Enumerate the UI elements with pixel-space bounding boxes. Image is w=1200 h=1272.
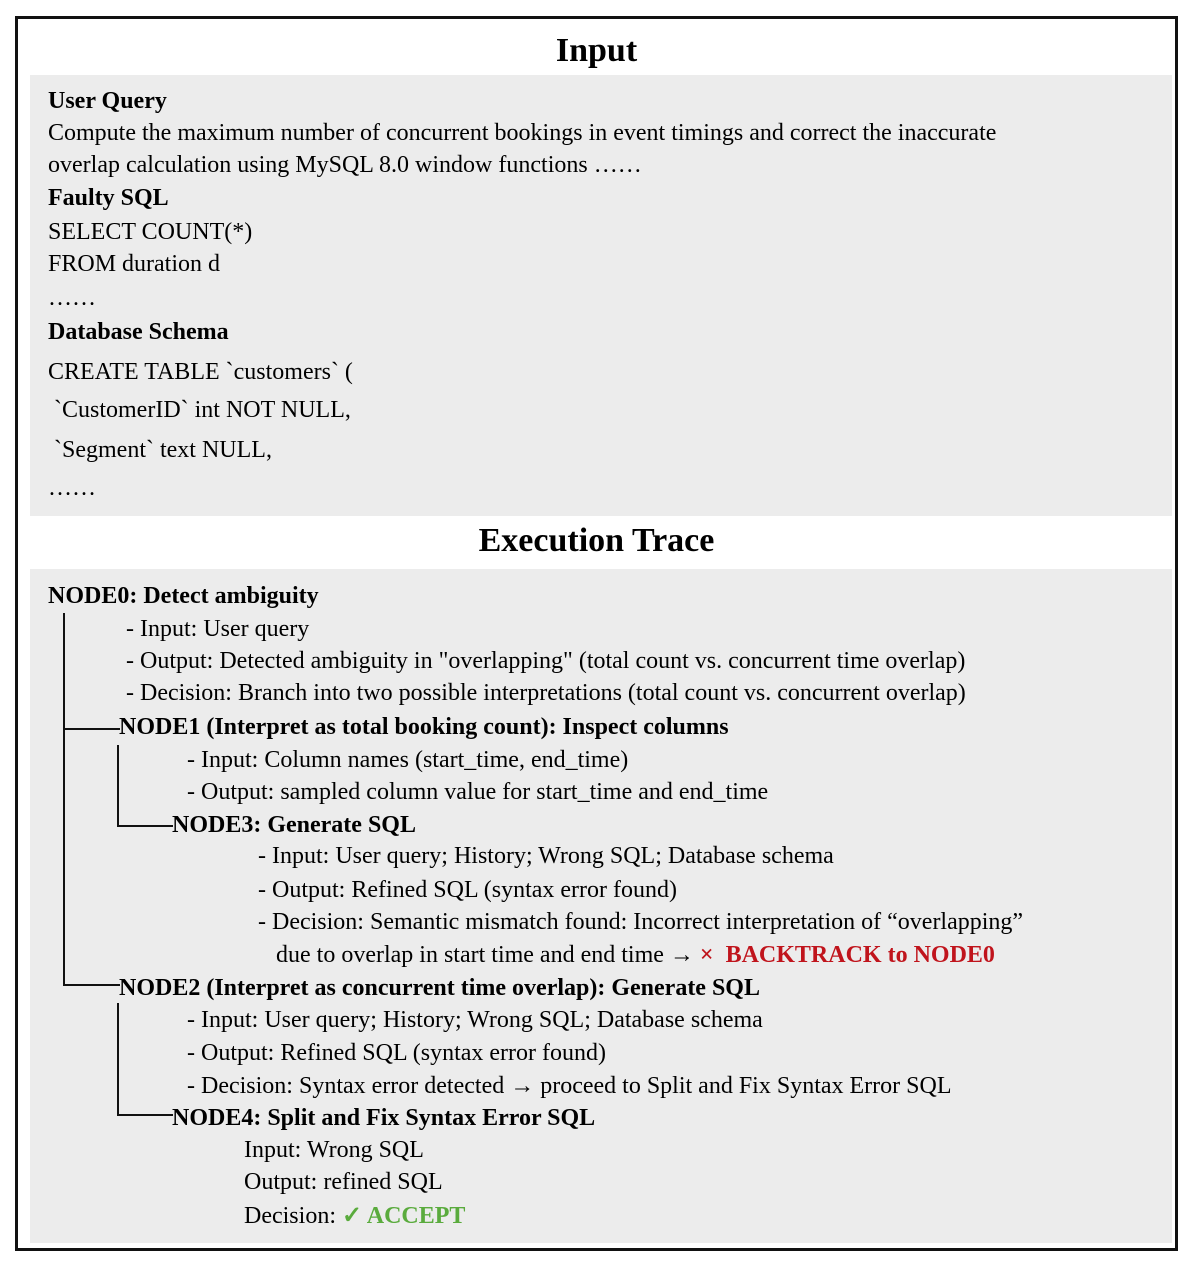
figure-frame xyxy=(15,16,1178,1251)
user-query-line: overlap calculation using MySQL 8.0 window functions …… xyxy=(48,152,642,178)
node0-title: NODE0: Detect ambiguity xyxy=(48,583,319,609)
user-query-line: Compute the maximum number of concurrent bookings in event timings and correct the inaccurate xyxy=(48,120,997,146)
node3-title: NODE3: Generate SQL xyxy=(172,812,416,838)
node2-line: - Output: Refined SQL (syntax error found) xyxy=(187,1040,607,1066)
faulty-sql-label: Faulty SQL xyxy=(48,185,169,211)
node1-title: NODE1 (Interpret as total booking count): Inspect columns xyxy=(119,714,729,740)
schema-line: …… xyxy=(48,475,96,501)
tree-connector-node3 xyxy=(117,825,173,827)
faulty-sql-line: FROM duration d xyxy=(48,251,221,277)
node2-line: - Decision: Syntax error detected → proceed to Split and Fix Syntax Error SQL xyxy=(187,1073,952,1099)
node3-continuation-text: due to overlap in start time and end time → xyxy=(276,942,700,968)
node1-line: - Output: sampled column value for start_time and end_time xyxy=(187,779,769,805)
schema-label: Database Schema xyxy=(48,319,229,345)
node0-line: - Output: Detected ambiguity in "overlapping" (total count vs. concurrent time overlap) xyxy=(126,648,966,674)
accept-badge: ✓ ACCEPT xyxy=(341,1203,466,1229)
node2-line: - Input: User query; History; Wrong SQL; Database schema xyxy=(187,1007,763,1033)
tree-connector-node4 xyxy=(117,1114,173,1116)
node3-line: - Output: Refined SQL (syntax error found) xyxy=(258,877,678,903)
tree-connector-node2-child xyxy=(117,1003,119,1116)
node4-line: Output: refined SQL xyxy=(244,1169,443,1195)
input-heading: Input xyxy=(555,32,638,69)
user-query-label: User Query xyxy=(48,88,167,114)
input-panel xyxy=(30,75,1172,516)
node4-title: NODE4: Split and Fix Syntax Error SQL xyxy=(172,1105,596,1131)
node4-decision-label: Decision: xyxy=(244,1203,342,1229)
schema-line: `CustomerID` int NOT NULL, xyxy=(48,397,351,423)
trace-heading: Execution Trace xyxy=(478,522,715,559)
node2-title: NODE2 (Interpret as concurrent time overlap): Generate SQL xyxy=(119,975,760,1001)
node1-line: - Input: Column names (start_time, end_time) xyxy=(187,747,629,773)
node0-line: - Input: User query xyxy=(126,616,310,642)
tree-connector-node2 xyxy=(63,984,120,986)
faulty-sql-line: SELECT COUNT(*) xyxy=(48,219,253,245)
node3-line: - Decision: Semantic mismatch found: Incorrect interpretation of “overlapping” xyxy=(258,909,1024,935)
node0-line: - Decision: Branch into two possible interpretations (total count vs. concurrent overlap) xyxy=(126,680,966,706)
tree-connector-node0 xyxy=(63,613,65,986)
schema-line: CREATE TABLE `customers` ( xyxy=(48,359,353,385)
faulty-sql-line: …… xyxy=(48,285,96,311)
backtrack-badge: × BACKTRACK to NODE0 xyxy=(699,942,995,968)
tree-connector-node1 xyxy=(63,728,120,730)
node3-line: - Input: User query; History; Wrong SQL; Database schema xyxy=(258,843,834,869)
node3-decision-continuation xyxy=(276,940,995,970)
trace-panel xyxy=(30,569,1172,1243)
node4-decision xyxy=(244,1201,465,1231)
tree-connector-node1-child xyxy=(117,745,119,827)
schema-line: `Segment` text NULL, xyxy=(48,437,272,463)
node4-line: Input: Wrong SQL xyxy=(244,1137,424,1163)
